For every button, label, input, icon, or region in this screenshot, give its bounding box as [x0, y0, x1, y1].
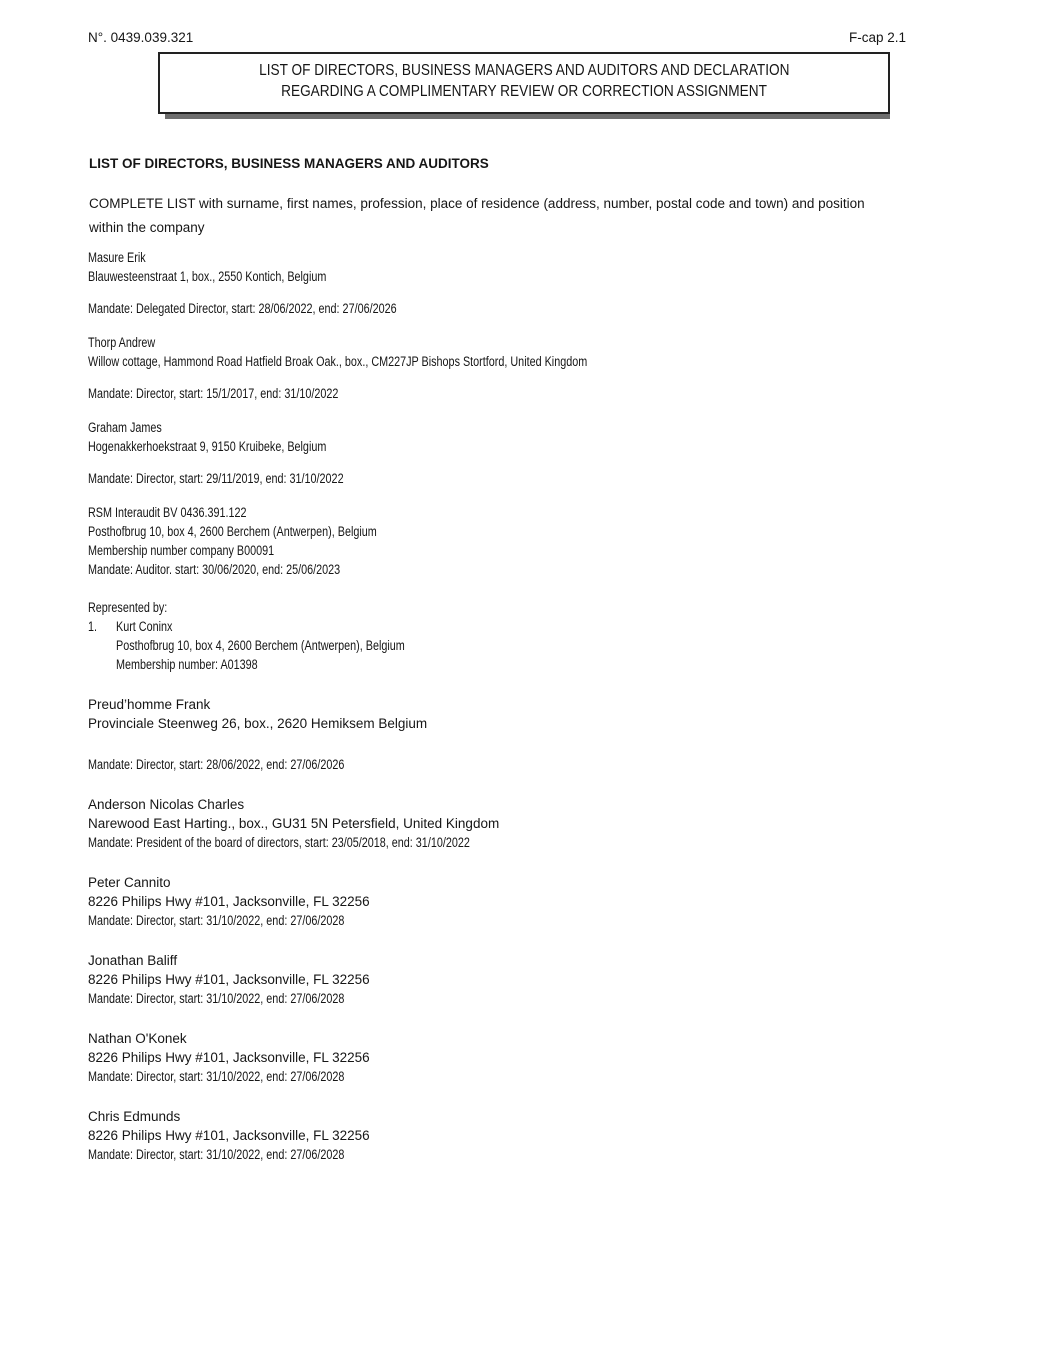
mandate-line: Mandate: Director, start: 31/10/2022, end: 27/06/2028	[88, 1147, 345, 1162]
director-name: Jonathan Baliff	[88, 953, 178, 968]
director-entry	[88, 873, 712, 930]
director-name: Preud’homme Frank	[88, 697, 211, 712]
director-name: RSM Interaudit BV 0436.391.122	[88, 505, 247, 520]
director-address: Hogenakkerhoekstraat 9, 9150 Kruibeke, Belgium	[88, 439, 327, 454]
intro-paragraph	[89, 192, 865, 240]
intro-line: COMPLETE LIST with surname, first names, profession, place of residence (address, number, postal code and town) and position	[89, 196, 865, 211]
doc-number: N°. 0439.039.321	[88, 30, 194, 45]
director-name: Anderson Nicolas Charles	[88, 797, 245, 812]
director-address: Blauwesteenstraat 1, box., 2550 Kontich, Belgium	[88, 269, 327, 284]
rep-item-address: Posthofbrug 10, box 4, 2600 Berchem (Antwerpen), Belgium	[116, 638, 405, 653]
director-address: Provinciale Steenweg 26, box., 2620 Hemiksem Belgium	[88, 716, 428, 731]
director-name: Chris Edmunds	[88, 1109, 181, 1124]
director-name: Nathan O'Konek	[88, 1031, 187, 1046]
director-address: Posthofbrug 10, box 4, 2600 Berchem (Antwerpen), Belgium	[88, 524, 377, 539]
title-box-line: LIST OF DIRECTORS, BUSINESS MANAGERS AND AUDITORS AND DECLARATION	[258, 62, 790, 79]
director-name: Masure Erik	[88, 250, 146, 265]
rep-item-name: Kurt Coninx	[116, 619, 173, 634]
director-entry	[88, 1107, 712, 1164]
intro-line: within the company	[89, 220, 205, 235]
director-address: 8226 Philips Hwy #101, Jacksonville, FL 32256	[88, 972, 370, 987]
director-address: Narewood East Harting., box., GU31 5N Petersfield, United Kingdom	[88, 816, 500, 831]
mandate-line: Mandate: Director, start: 28/06/2022, end: 27/06/2026	[88, 757, 345, 772]
mandate-line: Mandate: Director, start: 31/10/2022, end: 27/06/2028	[88, 1069, 345, 1084]
mandate-line: Mandate: Auditor. start: 30/06/2020, end: 25/06/2023	[88, 562, 341, 577]
director-address: Willow cottage, Hammond Road Hatfield Broak Oak., box., CM227JP Bishops Stortford, United Kingdom	[88, 354, 588, 369]
mandate-line: Mandate: Delegated Director, start: 28/06/2022, end: 27/06/2026	[88, 301, 397, 316]
director-address: 8226 Philips Hwy #101, Jacksonville, FL 32256	[88, 1050, 370, 1065]
doc-header	[88, 30, 906, 45]
director-name: Peter Cannito	[88, 875, 171, 890]
title-box	[158, 52, 890, 114]
entries-list	[88, 248, 712, 1164]
mandate-line: Mandate: Director, start: 15/1/2017, end: 31/10/2022	[88, 386, 339, 401]
rep-item-number: 1.	[88, 619, 98, 634]
director-name: Thorp Andrew	[88, 335, 156, 350]
section-heading: LIST OF DIRECTORS, BUSINESS MANAGERS AND AUDITORS	[89, 156, 489, 171]
rep-item-membership: Membership number: A01398	[116, 657, 258, 672]
director-entry	[88, 951, 712, 1008]
membership-line: Membership number company B00091	[88, 543, 275, 558]
director-entry	[88, 418, 712, 488]
director-entry	[88, 248, 712, 318]
mandate-line: Mandate: Director, start: 31/10/2022, end: 27/06/2028	[88, 991, 345, 1006]
director-name: Graham James	[88, 420, 162, 435]
represented-by-label: Represented by:	[88, 600, 168, 615]
director-entry	[88, 1029, 712, 1086]
director-entry	[88, 695, 712, 774]
mandate-line: Mandate: President of the board of directors, start: 23/05/2018, end: 31/10/2022	[88, 835, 470, 850]
director-entry	[88, 503, 712, 674]
director-entry	[88, 795, 712, 852]
director-entry	[88, 333, 712, 403]
director-address: 8226 Philips Hwy #101, Jacksonville, FL 32256	[88, 894, 370, 909]
rep-item-row	[88, 617, 712, 636]
director-address: 8226 Philips Hwy #101, Jacksonville, FL 32256	[88, 1128, 370, 1143]
form-code: F-cap 2.1	[848, 30, 906, 45]
mandate-line: Mandate: Director, start: 29/11/2019, end: 31/10/2022	[88, 471, 344, 486]
title-box-line: REGARDING A COMPLIMENTARY REVIEW OR CORRECTION ASSIGNMENT	[281, 83, 767, 100]
mandate-line: Mandate: Director, start: 31/10/2022, end: 27/06/2028	[88, 913, 345, 928]
